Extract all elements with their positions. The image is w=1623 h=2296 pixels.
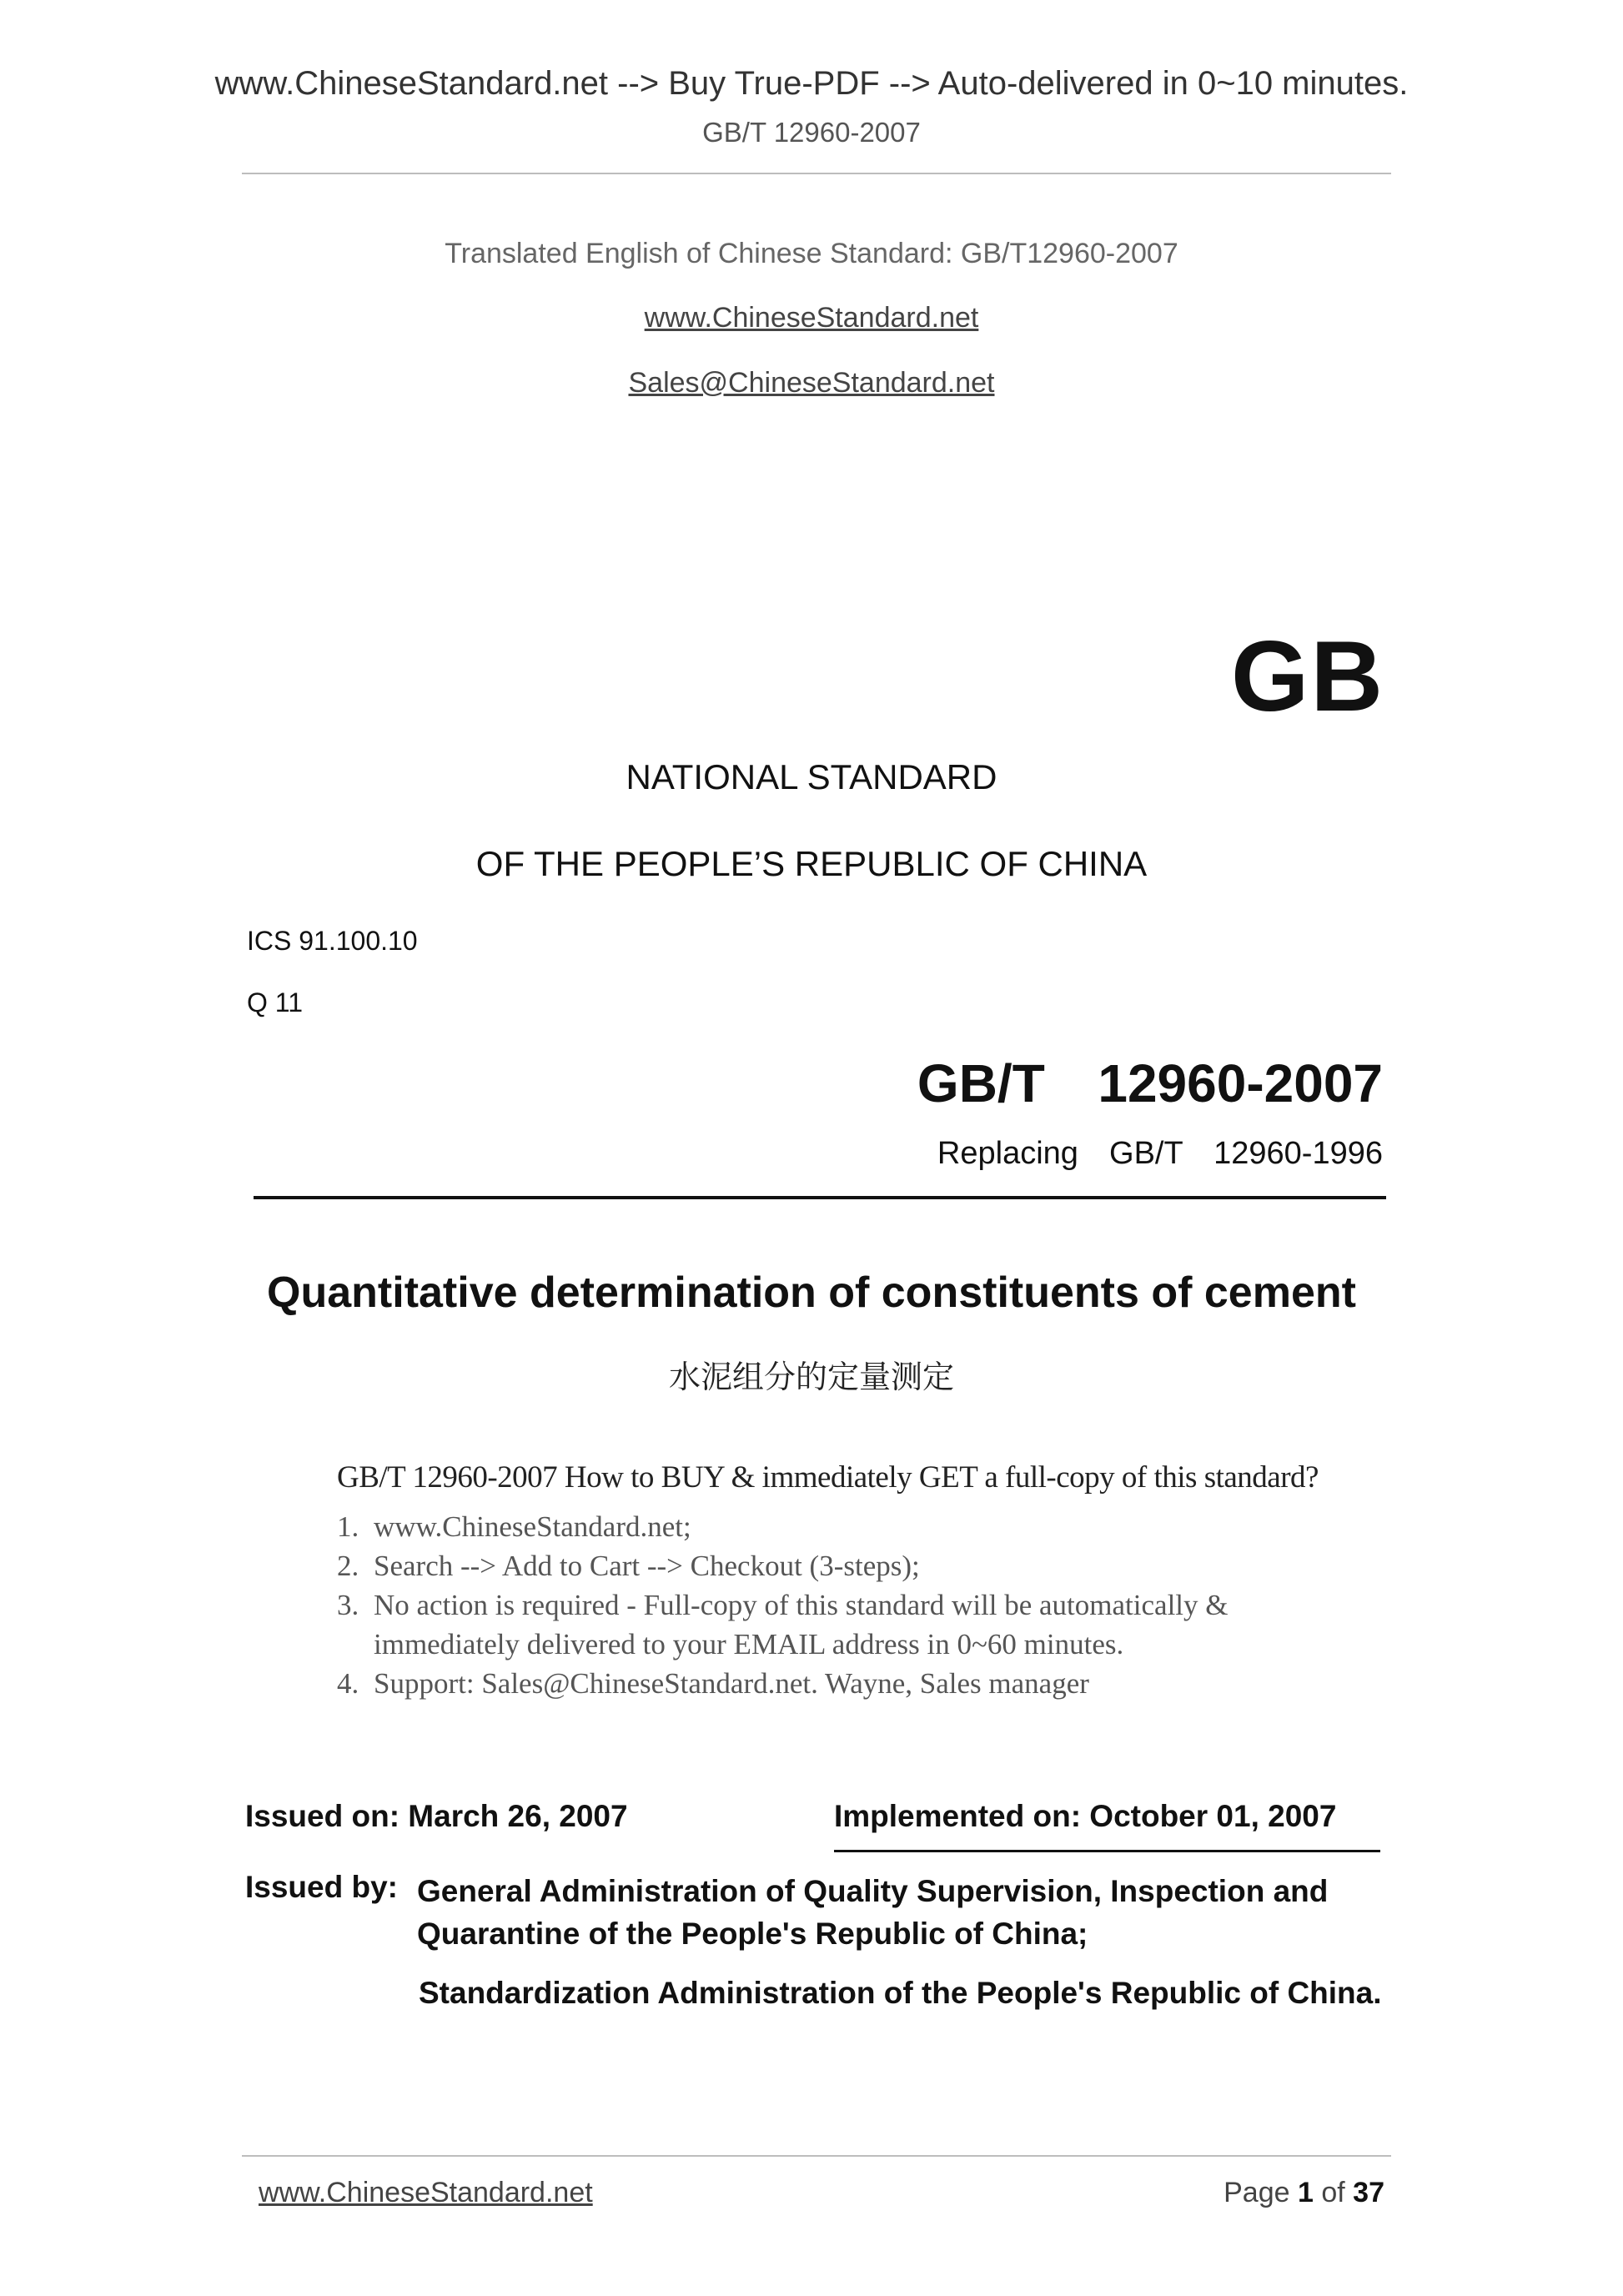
step-text: No action is required - Full-copy of this standard will be automatically & immediately delivered to your EMAIL address in 0~60 minutes. bbox=[374, 1589, 1229, 1660]
step-number: 1. bbox=[337, 1510, 359, 1543]
header-banner: www.ChineseStandard.net --> Buy True-PDF --> Auto-delivered in 0~10 minutes. bbox=[214, 65, 1409, 102]
ccs-code: Q 11 bbox=[247, 987, 303, 1017]
translated-notice: Translated English of Chinese Standard: GB/T12960-2007 bbox=[445, 238, 1178, 269]
footer-divider bbox=[242, 2155, 1391, 2157]
buy-steps-list bbox=[337, 1507, 1388, 1703]
buy-heading: GB/T 12960-2007 How to BUY & immediately GET a full-copy of this standard? bbox=[337, 1460, 1319, 1495]
page-indicator bbox=[1224, 2177, 1384, 2209]
step-number: 4. bbox=[337, 1667, 359, 1700]
gb-logo: GB bbox=[1231, 620, 1384, 732]
site-link[interactable]: www.ChineseStandard.net bbox=[644, 302, 979, 334]
site-link-row bbox=[0, 302, 1623, 334]
list-item bbox=[337, 1546, 1388, 1585]
step-number: 3. bbox=[337, 1589, 359, 1621]
page-current: 1 bbox=[1297, 2177, 1314, 2208]
title-divider bbox=[254, 1196, 1386, 1199]
national-standard-line1: NATIONAL STANDARD bbox=[626, 757, 997, 796]
page-of: of bbox=[1321, 2177, 1345, 2208]
implemented-on-date: Implemented on: October 01, 2007 bbox=[834, 1799, 1337, 1833]
replacing-standard: Replacing GB/T 12960-1996 bbox=[937, 1136, 1383, 1171]
dates-divider bbox=[834, 1850, 1380, 1852]
buy-instructions bbox=[337, 1459, 1388, 1703]
email-link[interactable]: Sales@ChineseStandard.net bbox=[628, 367, 995, 399]
header-divider bbox=[242, 173, 1391, 174]
title-english: Quantitative determination of constituents of cement bbox=[267, 1269, 1356, 1317]
title-chinese: 水泥组分的定量测定 bbox=[668, 1359, 954, 1395]
step-text: Search --> Add to Cart --> Checkout (3-steps); bbox=[374, 1550, 920, 1582]
page-total: 37 bbox=[1353, 2177, 1384, 2208]
step-text: www.ChineseStandard.net; bbox=[374, 1510, 691, 1543]
step-number: 2. bbox=[337, 1550, 359, 1582]
list-item bbox=[337, 1664, 1388, 1703]
header-doc-number: GB/T 12960-2007 bbox=[702, 117, 921, 148]
list-item bbox=[337, 1585, 1388, 1664]
step-text: Support: Sales@ChineseStandard.net. Wayne, Sales manager bbox=[374, 1667, 1089, 1700]
footer-site-link[interactable]: www.ChineseStandard.net bbox=[259, 2177, 593, 2208]
email-link-row bbox=[0, 367, 1623, 399]
standard-number: GB/T 12960-2007 bbox=[917, 1053, 1383, 1113]
ics-code: ICS 91.100.10 bbox=[247, 926, 418, 956]
list-item bbox=[337, 1507, 1388, 1546]
issuer-gaqsiq: General Administration of Quality Supervision, Inspection and Quarantine of the People's Republic of China; bbox=[417, 1874, 1329, 1951]
issuer-sac: Standardization Administration of the People's Republic of China. bbox=[419, 1976, 1382, 2010]
national-standard-line2: OF THE PEOPLE’S REPUBLIC OF CHINA bbox=[475, 844, 1148, 883]
page-prefix: Page bbox=[1224, 2177, 1290, 2208]
issued-by-label: Issued by: bbox=[245, 1870, 398, 1904]
issued-on-date: Issued on: March 26, 2007 bbox=[245, 1799, 628, 1833]
